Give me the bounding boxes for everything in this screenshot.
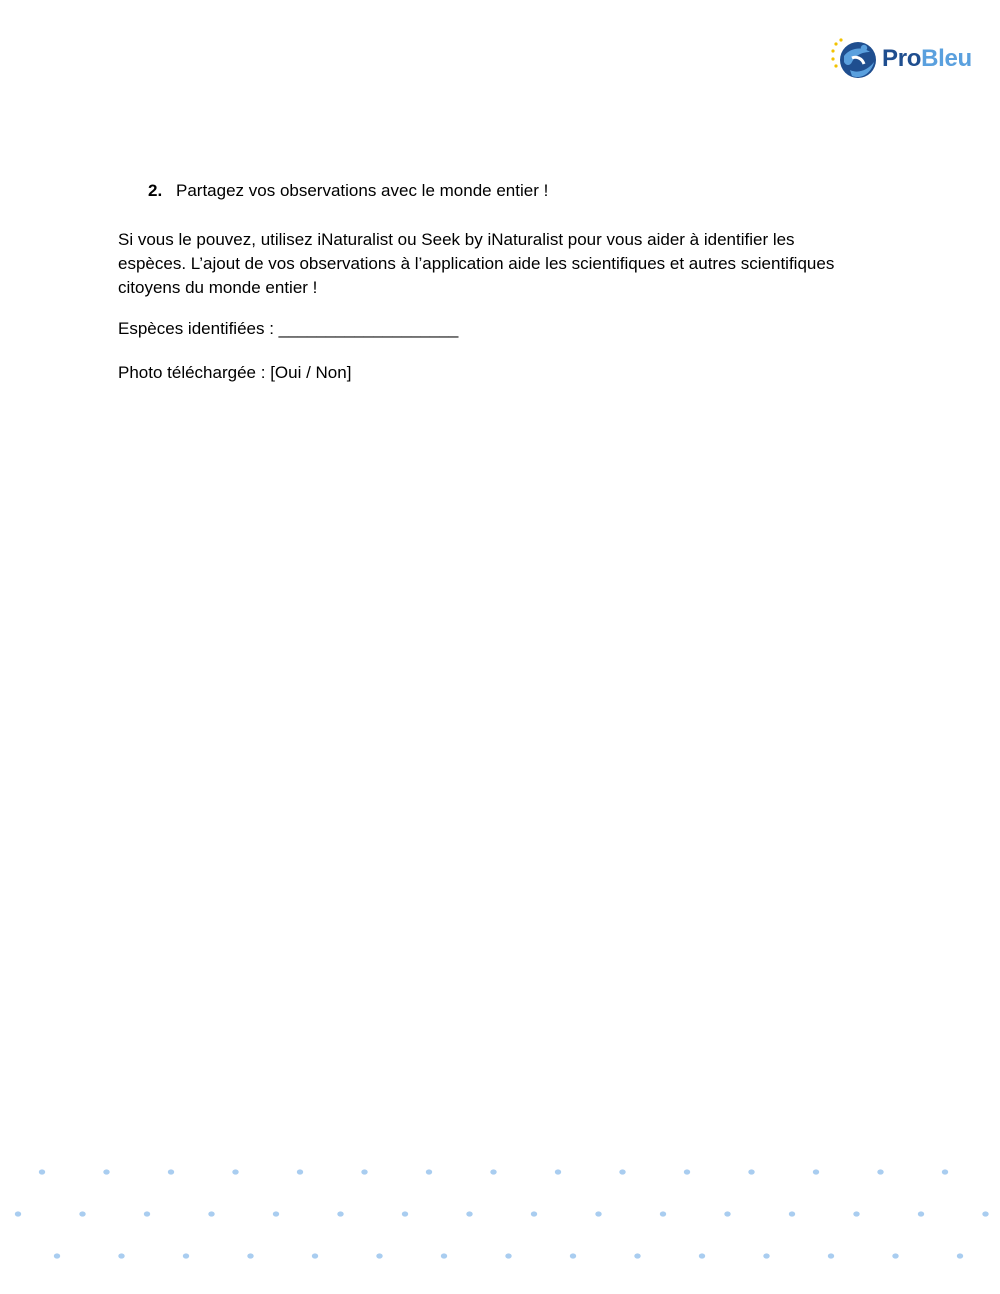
decorative-dot — [748, 1169, 754, 1174]
photo-field — [118, 362, 351, 384]
decorative-dot — [957, 1253, 963, 1258]
decorative-dot — [168, 1169, 174, 1174]
decorative-dot — [982, 1211, 988, 1216]
decorative-dot — [118, 1253, 124, 1258]
decorative-dot — [466, 1211, 472, 1216]
decorative-dot — [361, 1169, 367, 1174]
decorative-dot — [103, 1169, 109, 1174]
paragraph-line-1: Si vous le pouvez, utilisez iNaturalist ou Seek by iNaturalist pour vous aider à identifier les — [118, 230, 795, 249]
decorative-dot — [376, 1253, 382, 1258]
decorative-dot — [54, 1253, 60, 1258]
species-label: Espèces identifiées : — [118, 319, 274, 338]
decorative-dot — [789, 1211, 795, 1216]
paragraph-line-3: citoyens du monde entier ! — [118, 278, 318, 297]
probleu-emblem-icon — [830, 36, 880, 82]
decorative-dot-pattern — [0, 1150, 1000, 1280]
decorative-dot — [813, 1169, 819, 1174]
decorative-dot — [183, 1253, 189, 1258]
decorative-dot — [490, 1169, 496, 1174]
decorative-dot — [208, 1211, 214, 1216]
decorative-dot — [297, 1169, 303, 1174]
decorative-dot — [531, 1211, 537, 1216]
paragraph-line-2: espèces. L’ajout de vos observations à l’application aide les scientifiques et autres scientifiques — [118, 254, 835, 273]
section-heading — [148, 180, 548, 202]
decorative-dot — [684, 1169, 690, 1174]
decorative-dot — [505, 1253, 511, 1258]
decorative-dot — [79, 1211, 85, 1216]
decorative-dot — [39, 1169, 45, 1174]
logo-text-bleu: Bleu — [921, 45, 972, 72]
decorative-dot — [441, 1253, 447, 1258]
decorative-dot — [15, 1211, 21, 1216]
decorative-dot — [877, 1169, 883, 1174]
species-field — [118, 318, 458, 340]
photo-label: Photo téléchargée : — [118, 363, 266, 382]
decorative-dot — [312, 1253, 318, 1258]
decorative-dot — [402, 1211, 408, 1216]
probleu-logo — [830, 36, 980, 82]
decorative-dot — [660, 1211, 666, 1216]
section-title: Partagez vos observations avec le monde entier ! — [176, 181, 549, 200]
decorative-dot — [232, 1169, 238, 1174]
decorative-dot — [555, 1169, 561, 1174]
decorative-dot — [918, 1211, 924, 1216]
decorative-dot — [247, 1253, 253, 1258]
photo-options: [Oui / Non] — [270, 363, 352, 382]
species-blank: ___________________ — [278, 319, 459, 338]
logo-wordmark — [882, 44, 972, 74]
instruction-paragraph — [118, 228, 898, 300]
decorative-dot — [828, 1253, 834, 1258]
decorative-dot — [426, 1169, 432, 1174]
decorative-dot — [892, 1253, 898, 1258]
logo-text-pro: Pro — [882, 45, 922, 72]
decorative-dot — [942, 1169, 948, 1174]
decorative-dot — [619, 1169, 625, 1174]
decorative-dot — [570, 1253, 576, 1258]
decorative-dot — [699, 1253, 705, 1258]
decorative-dot — [144, 1211, 150, 1216]
decorative-dot — [853, 1211, 859, 1216]
decorative-dot — [763, 1253, 769, 1258]
section-number: 2. — [148, 181, 163, 200]
decorative-dot — [337, 1211, 343, 1216]
decorative-dot — [595, 1211, 601, 1216]
decorative-dot — [273, 1211, 279, 1216]
decorative-dot — [724, 1211, 730, 1216]
decorative-dot — [634, 1253, 640, 1258]
